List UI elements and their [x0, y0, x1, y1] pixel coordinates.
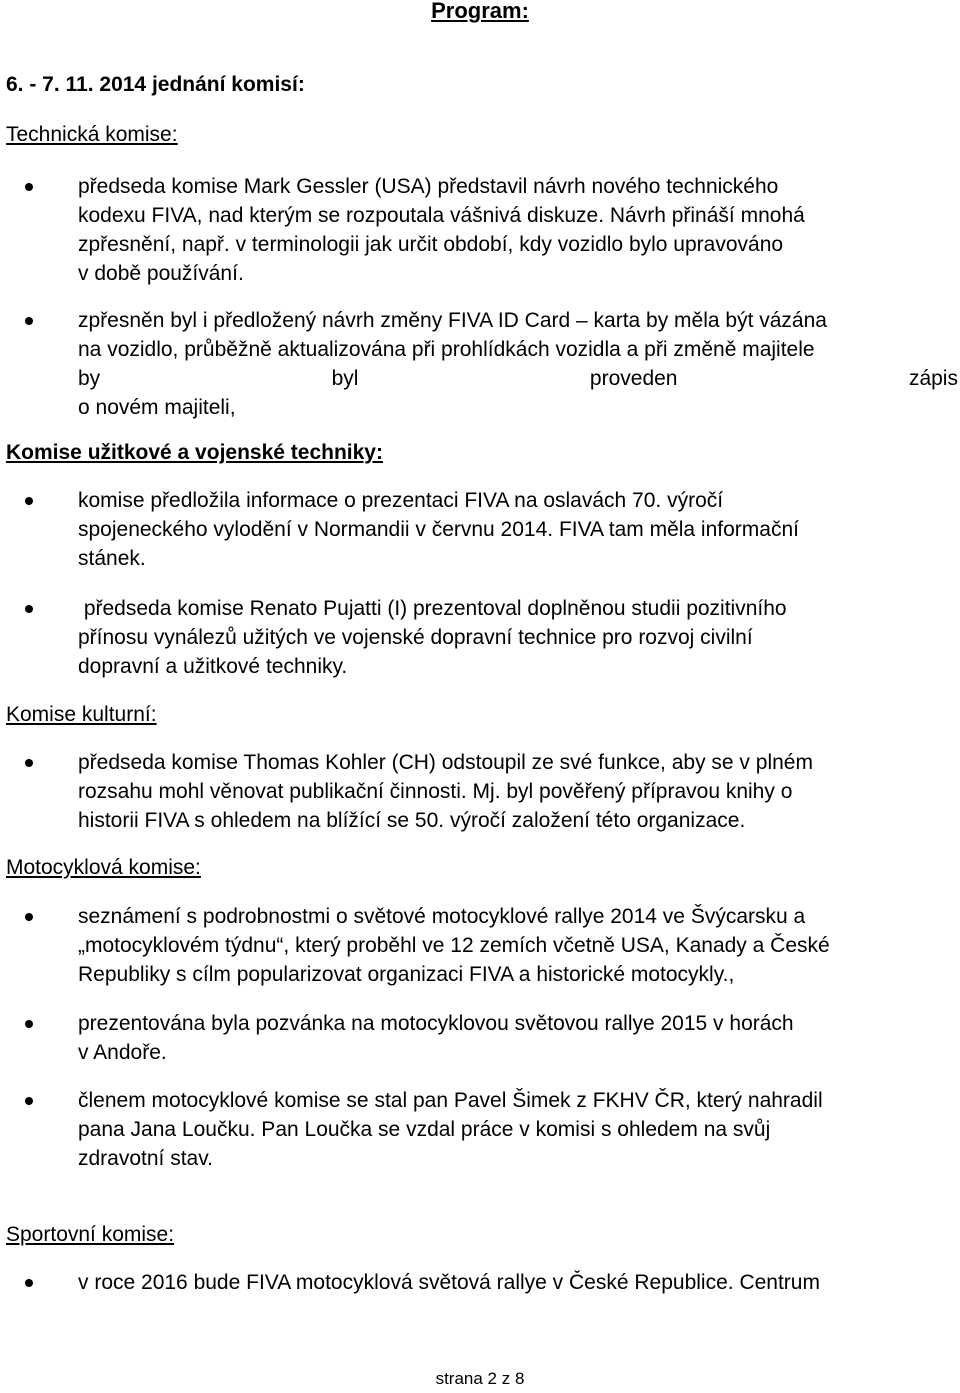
list-item: komise předložila informace o prezentaci FIVA na oslavách 70. výročí spojeneckého vylodění v Normandii v červnu 2014. FIVA tam měla informační stánek.: [78, 486, 958, 573]
list-item: zpřesněn byl i předložený návrh změny FIVA ID Card – karta by měla být vázána na vozidlo, průběžně aktualizována při prohlídkách vozidla a při změně majitele by byl proveden zápis o novém majiteli,: [78, 306, 958, 422]
list-item: v roce 2016 bude FIVA motocyklová světová rallye v České Republice. Centrum: [78, 1268, 958, 1297]
bullet-icon: [25, 605, 33, 613]
section-heading-utility: Komise užitkové a vojenské techniky:: [6, 441, 383, 464]
bullet-icon: [25, 759, 33, 767]
section-heading-technical: Technická komise:: [6, 123, 178, 146]
list-item: členem motocyklové komise se stal pan Pavel Šimek z FKHV ČR, který nahradil pana Jana Loučku. Pan Loučka se vzdal práce v komisi s ohledem na svůj zdravotní stav.: [78, 1086, 958, 1173]
bullet-icon: [25, 1020, 33, 1028]
page-footer: strana 2 z 8: [435, 1369, 525, 1388]
bullet-icon: [25, 913, 33, 921]
bullet-icon: [25, 183, 33, 191]
list-item: seznámení s podrobnostmi o světové motocyklové rallye 2014 ve Švýcarsku a „motocyklovém týdnu“, který proběhl ve 12 zemích včetně USA, Kanady a České Republiky s cílm popularizovat organizaci FIVA a historické motocykly.,: [78, 902, 958, 989]
list-item: předseda komise Mark Gessler (USA) představil návrh nového technického kodexu FIVA, nad kterým se rozpoutala vášnivá diskuze. Návrh přináší mnohá zpřesnění, např. v terminologii jak určit období, kdy vozidlo bylo upravováno v době používání.: [78, 172, 958, 288]
bullet-icon: [25, 497, 33, 505]
section-heading-moto: Motocyklová komise:: [6, 856, 201, 879]
bullet-icon: [25, 317, 33, 325]
list-item: předseda komise Renato Pujatti (I) prezentoval doplněnou studii pozitivního přínosu vynálezů užitých ve vojenské dopravní technice pro rozvoj civilní dopravní a užitkové techniky.: [78, 594, 958, 681]
list-item: předseda komise Thomas Kohler (CH) odstoupil ze své funkce, aby se v plném rozsahu mohl věnovat publikační činnosti. Mj. byl pověřený přípravou knihy o historii FIVA s ohledem na blížící se 50. výročí založení této organizace.: [78, 748, 958, 835]
justified-line: by byl proveden zápis: [78, 367, 958, 390]
list-item: prezentována byla pozvánka na motocyklovou světovou rallye 2015 v horách v Andoře.: [78, 1009, 958, 1067]
bullet-icon: [25, 1279, 33, 1287]
section-heading-sport: Sportovní komise:: [6, 1223, 175, 1246]
page-title: Program:: [431, 0, 529, 23]
section-heading-cultural: Komise kulturní:: [6, 703, 157, 726]
bullet-icon: [25, 1097, 33, 1105]
date-line: 6. - 7. 11. 2014 jednání komisí:: [6, 73, 305, 96]
